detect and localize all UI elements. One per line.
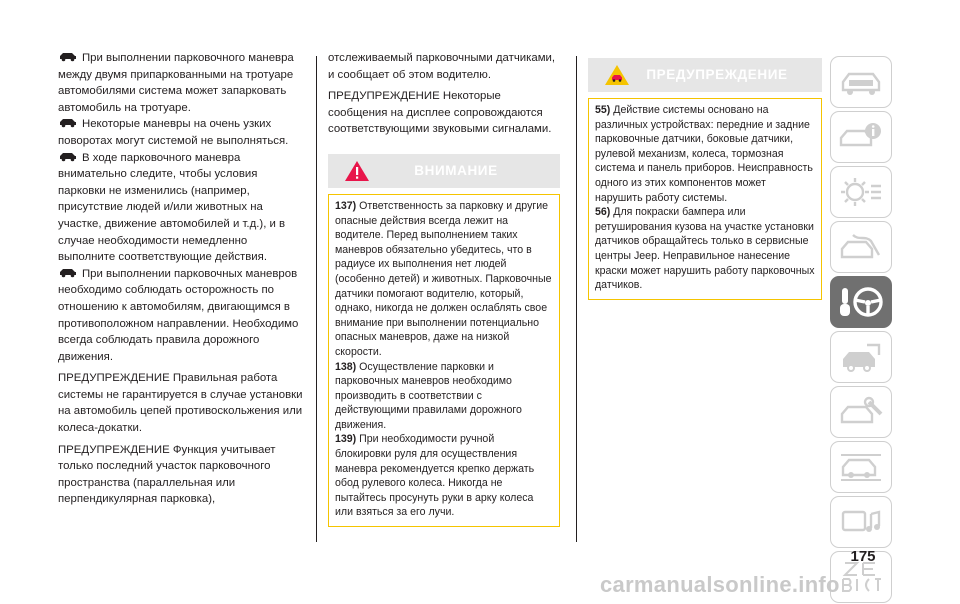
caution-title: ПРЕДУПРЕЖДЕНИЕ [646,66,788,82]
text-column-2 [328,50,560,527]
caution-box [588,98,822,300]
paragraph: При выполнении парковочного маневра между двумя припаркованными на тротуаре автомобилями система может запарковать автомобиль на тротуаре. [58,52,294,114]
caution-item: 56) Для покраски бампера или ретуширования кузова на участке установки датчиков обращайтесь только в сервисные центры Jeep. Неправильное нанесение краски может нарушить работу парковочных датчиков. [595,206,815,292]
warning-triangle-icon [344,160,370,182]
warning-box [328,194,560,527]
car-wrench-icon [839,396,883,428]
car-info-icon [839,121,883,153]
tab-car-safety[interactable] [830,221,892,273]
tab-warning-lights[interactable] [830,166,892,218]
paragraph: ПРЕДУПРЕЖДЕНИЕ Правильная работа системы не гарантируется в случае установки на автомобиль цепей противоскольжения или колеса-докатки. [58,372,303,435]
chapter-tabs [830,56,892,604]
car-caution-icon [604,64,630,86]
caution-header [588,58,822,92]
text-column-1 [58,50,304,508]
paragraph: ПРЕДУПРЕЖДЕНИЕ Функция учитывает только последний участок парковочного пространства (параллельная или перпендикулярная парковка), [58,443,276,506]
tab-car-emergency[interactable] [830,331,892,383]
tab-car-specs[interactable] [830,441,892,493]
paragraph: отслеживаемый парковочными датчиками, и сообщает об этом водителю. [328,52,556,81]
tab-car-info[interactable] [830,111,892,163]
warning-lights-icon [839,176,883,208]
page-number: 175 [850,548,876,565]
tab-key-steering[interactable] [830,276,892,328]
watermark: carmanualsonline.info [600,572,840,597]
warning-title: ВНИМАНИЕ [414,162,498,178]
column-divider [576,56,577,542]
key-steering-wheel-icon [837,284,885,320]
warning-header [328,154,560,188]
caution-item: 55) Действие системы основано на различных устройствах: передние и задние парковочные датчики, боковые датчики, рулевой механизм, колеса, тормозная система и панель приборов. Неисправность одного из этих компонентов может нарушить работу системы. [595,104,813,204]
car-icon [58,150,78,162]
tab-multimedia[interactable] [830,496,892,548]
paragraph: ПРЕДУПРЕЖДЕНИЕ Некоторые сообщения на дисплее сопровождаются соответствующими звуковыми сигналами. [328,90,552,136]
tab-car-wrench[interactable] [830,386,892,438]
paragraph: В ходе парковочного маневра внимательно следите, чтобы условия парковки не изменились (например, присутствие людей и/или животных на участке, движение автомобилей и т.д.), и в случае необходимости немедленно выполните соответствующие действия. [58,151,286,264]
tab-car-dashboard[interactable] [830,56,892,108]
warning-item: 139) При необходимости ручной блокировки руля для осуществления маневра рекомендуется крепко держать обод рулевого колеса. Никогда не пытайтесь просунуть руки в арку колеса или взяться за его лучи. [335,433,535,519]
column-divider [316,56,317,542]
car-icon [58,266,78,278]
paragraph: Некоторые маневры на очень узких поворотах могут системой не выполняться. [58,118,289,147]
car-icon [58,116,78,128]
car-emergency-icon [839,341,883,373]
warning-item: 138) Осуществление парковки и парковочных маневров необходимо производить в соответствии с действующими правилами дорожного движения. [335,360,522,431]
car-dashboard-icon [839,66,883,98]
car-specs-icon [839,451,883,483]
warning-item: 137) Ответственность за парковку и другие опасные действия всегда лежит на водителе. Перед выполнением таких маневров обязательно убедитесь, что в радиусе их выполнения нет людей (особенно детей) и животных. Парковочные датчики помогают водителю, который, однако, никогда не должен ослаблять свое внимание при выполнении потенциально опасных маневров, даже на низкой скорости. [335,199,552,358]
car-icon [58,50,78,62]
paragraph: При выполнении парковочных маневров необходимо соблюдать осторожность по отношению к автомобилям, двигающимся в противоположном направлении. Необходимо всегда соблюдать правила дорожного движения. [58,267,299,363]
multimedia-icon [839,506,883,538]
text-column-3 [588,58,822,300]
car-safety-icon [839,231,883,263]
